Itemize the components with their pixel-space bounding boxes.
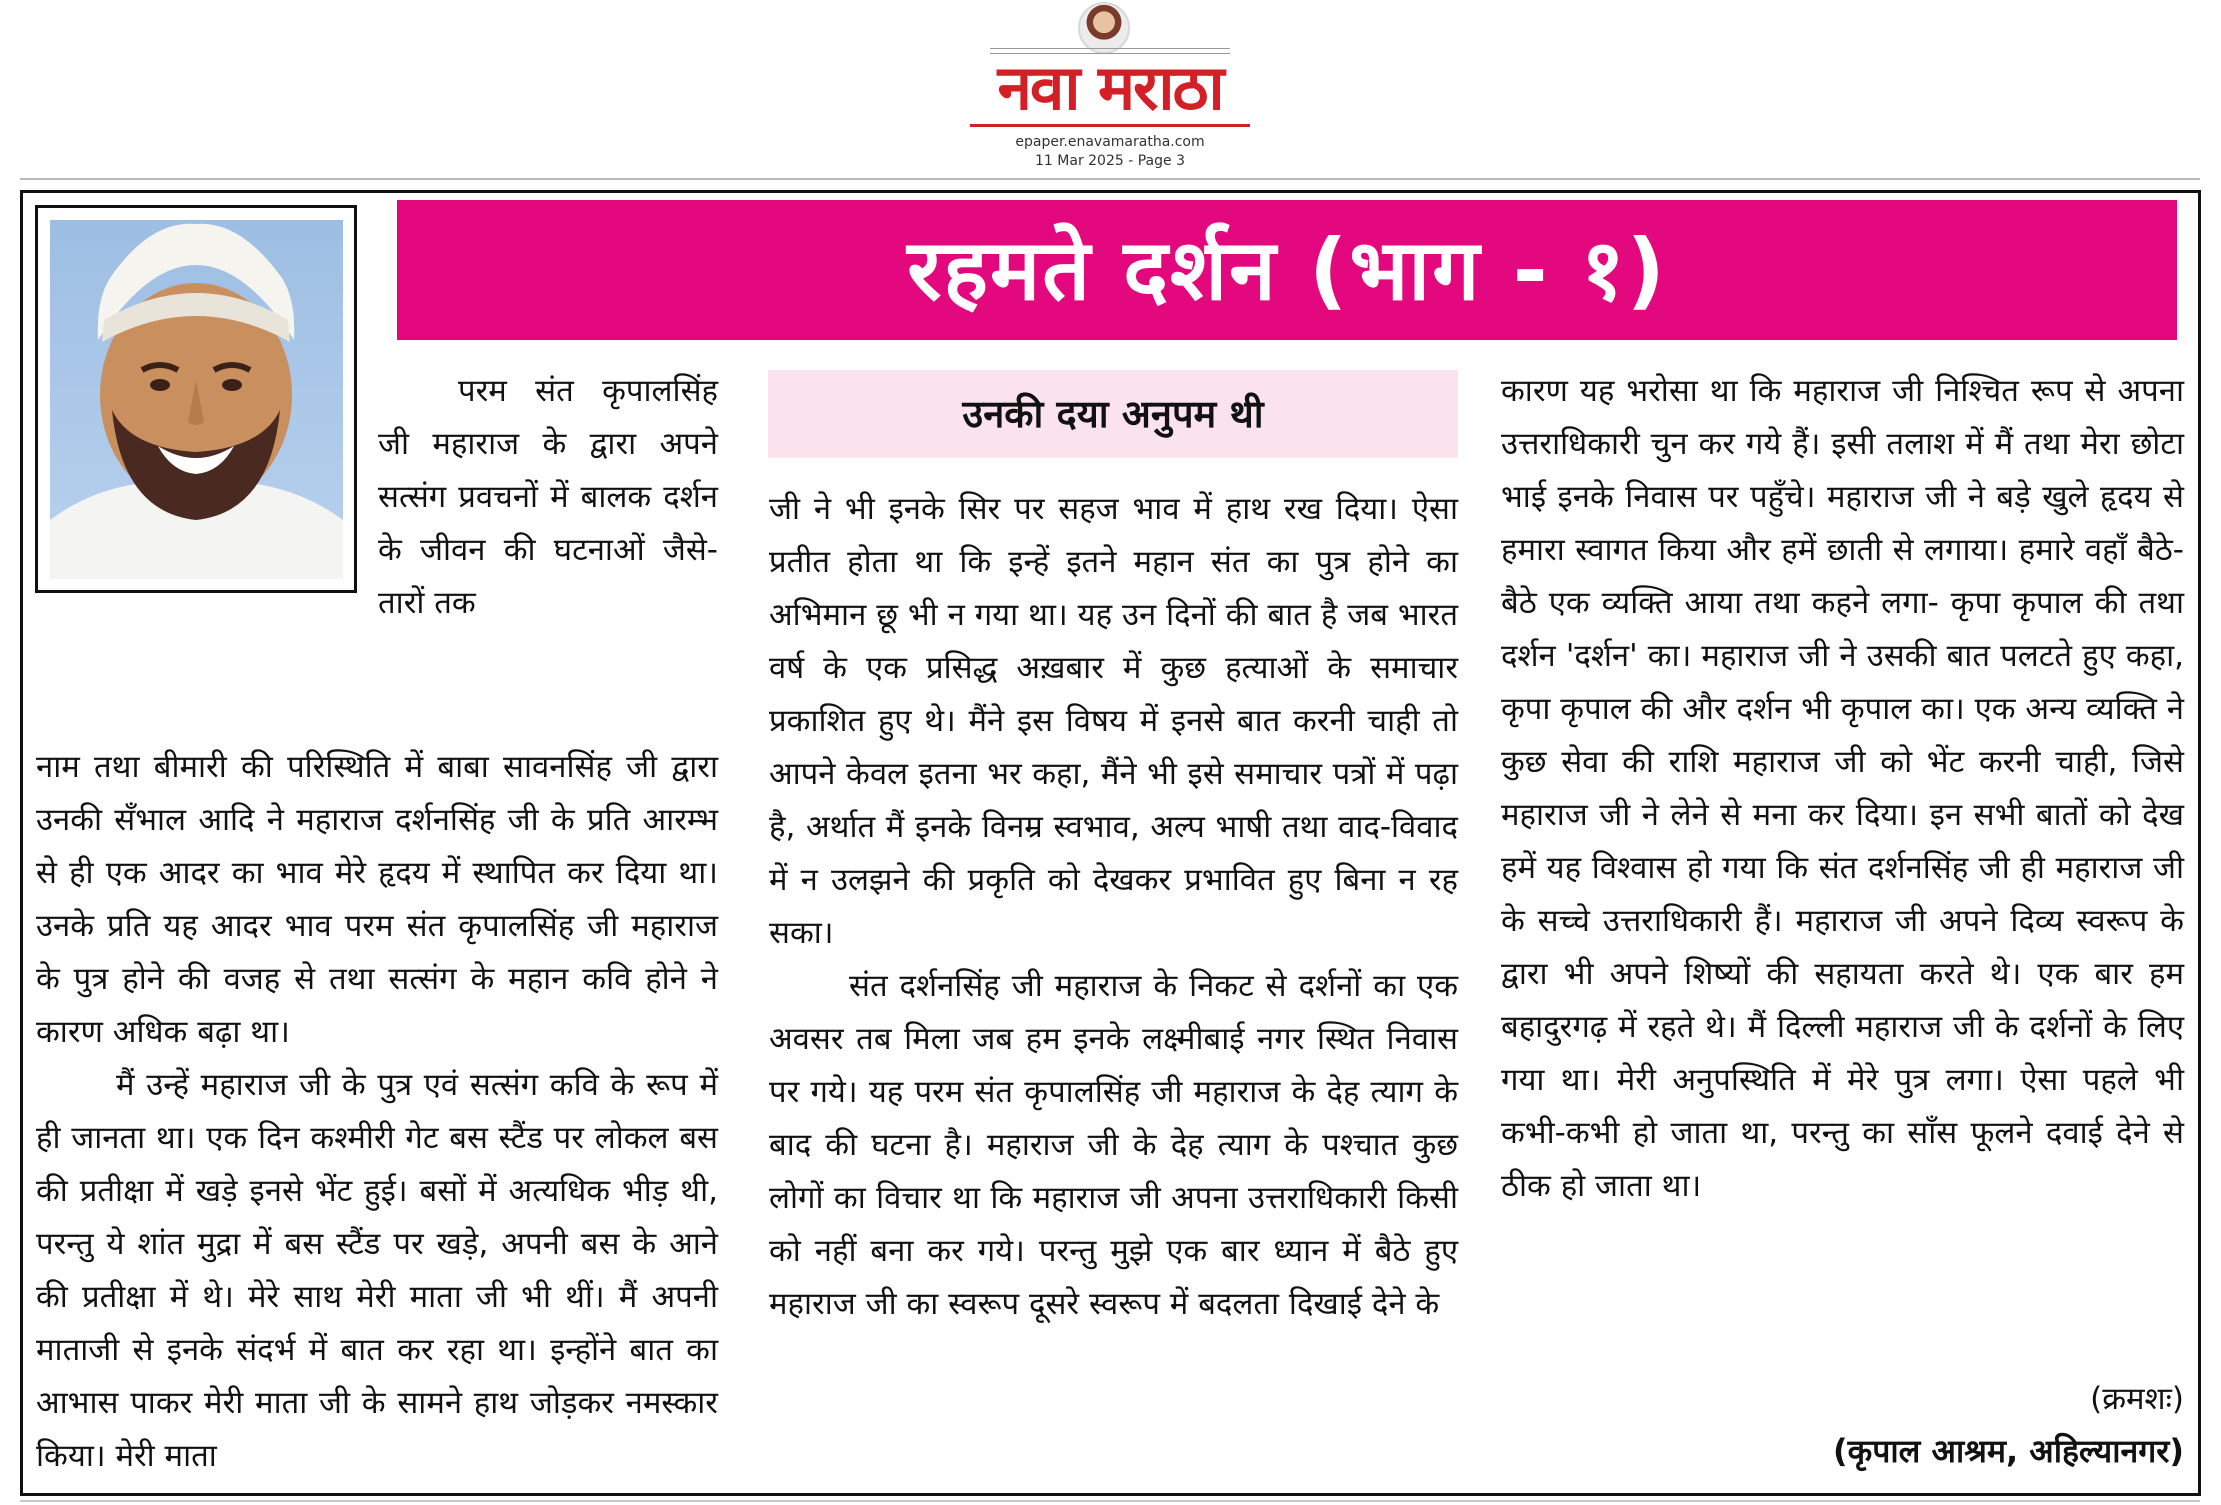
article-headline: रहमते दर्शन (भाग - १) <box>907 221 1667 319</box>
column-1-wraptext <box>378 365 718 630</box>
to-be-continued: (क्रमशः) <box>2090 1381 2184 1417</box>
masthead <box>960 0 1260 175</box>
paragraph: जी ने भी इनके सिर पर सहज भाव में हाथ रख दिया। ऐसा प्रतीत होता था कि इन्हें इतने महान संत का पुत्र होने का अभिमान छू भी न गया था। यह उन दिनों की बात है जब भारत वर्ष के एक प्रसिद्ध अख़बार में कुछ हत्याओं के समाचार प्रकाशित हुए थे। मैंने इस विषय में इनसे बात करनी चाही तो आपने केवल इतना भर कहा, मैंने भी इसे समाचार पत्रों में पढ़ा है, अर्थात मैं इनके विनम्र स्वभाव, अल्प भाषी तथा वाद-विवाद में न उलझने की प्रकृति को देखकर प्रभावित हुए बिना न रह सका। <box>769 491 1458 951</box>
logo-underline <box>970 124 1250 127</box>
paragraph-opening: परम संत कृपालसिंह जी महाराज के द्वारा अपने सत्संग प्रवचनों में बालक दर्शन के जीवन की घटनाओं जैसे- तारों तक <box>378 373 718 621</box>
article-box <box>20 190 2201 1496</box>
headline-banner <box>397 200 2177 340</box>
column-2 <box>769 483 1458 1331</box>
article-subheading: उनकी दया अनुपम थी <box>962 392 1264 436</box>
column-3 <box>1501 365 2184 1213</box>
header-divider <box>20 178 2200 180</box>
paragraph: कारण यह भरोसा था कि महाराज जी निश्चित रूप से अपना उत्तराधिकारी चुन कर गये हैं। इसी तलाश में मैं तथा मेरा छोटा भाई इनके निवास पर पहुँचे। महाराज जी ने बड़े खुले हृदय से हमारा स्वागत किया और हमें छाती से लगाया। हमारे वहाँ बैठे-बैठे एक व्यक्ति आया तथा कहने लगा- कृपा कृपाल की तथा दर्शन 'दर्शन' का। महाराज जी ने उसकी बात पलटते हुए कहा, कृपा कृपाल की और दर्शन भी कृपाल का। एक अन्य व्यक्ति ने कुछ सेवा की राशि महाराज जी को भेंट करनी चाही, जिसे महाराज जी ने लेने से मना कर दिया। इन सभी बातों को देख हमें यह विश्वास हो गया कि संत दर्शनसिंह जी ही महाराज जी के सच्चे उत्तराधिकारी हैं। महाराज जी अपने दिव्य स्वरूप के द्वारा भी अपने शिष्यों की सहायता करते थे। एक बार हम बहादुरगढ़ में रहते थे। मैं दिल्ली महाराज जी के दर्शनों के लिए गया था। मेरी अनुपस्थिति में मेरे पुत्र लगा। ऐसा पहले भी कभी-कभी हो जाता था, परन्तु का साँस फूलने दवाई देने से ठीक हो जाता था। <box>1501 373 2185 1204</box>
sant-portrait-photo <box>50 220 343 579</box>
issue-date-page: 11 Mar 2025 - Page 3 <box>1035 153 1185 169</box>
paragraph: मैं उन्हें महाराज जी के पुत्र एवं सत्संग कवि के रूप में ही जानता था। एक दिन कश्मीरी गेट बस स्टैंड पर लोकल बस की प्रतीक्षा में खड़े इनसे भेंट हुई। बसों में अत्यधिक भीड़ थी, परन्तु ये शांत मुद्रा में बस स्टैंड पर खड़े, अपनी बस के आने की प्रतीक्षा में थे। मेरे साथ मेरी माता जी भी थीं। मैं अपनी माताजी से इनके संदर्भ में बात कर रहा था। इन्होंने बात का आभास पाकर मेरी माता जी के सामने हाथ जोड़कर नमस्कार किया। मेरी माता <box>36 1067 718 1474</box>
author-byline: (कृपाल आश्रम, अहिल्यानगर) <box>1833 1432 2184 1470</box>
column-1 <box>36 741 718 1483</box>
bottom-divider <box>20 1500 2200 1502</box>
paragraph: संत दर्शनसिंह जी महाराज के निकट से दर्शनों का एक अवसर तब मिला जब हम इनके लक्ष्मीबाई नगर स्थित निवास पर गये। यह परम संत कृपालसिंह जी महाराज के देह त्याग के बाद की घटना है। महाराज जी के देह त्याग के पश्चात कुछ लोगों का विचार था कि महाराज जी अपना उत्तराधिकारी किसी को नहीं बना कर गये। परन्तु मुझे एक बार ध्यान में बैठे हुए महाराज जी का स्वरूप दूसरे स्वरूप में बदलता दिखाई देने के <box>769 968 1458 1322</box>
subheading-box <box>768 370 1458 458</box>
newspaper-logo: नवा मराठा <box>997 51 1223 124</box>
paragraph: नाम तथा बीमारी की परिस्थिति में बाबा सावनसिंह जी द्वारा उनकी सँभाल आदि ने महाराज दर्शनसिंह जी के प्रति आरम्भ से ही एक आदर का भाव मेरे हृदय में स्थापित कर दिया था। उनके प्रति यह आदर भाव परम संत कृपालसिंह जी महाराज के पुत्र होने की वजह से तथा सत्संग के महान कवि होने ने कारण अधिक बढ़ा था। <box>36 749 718 1050</box>
author-photo-frame <box>35 205 357 593</box>
epaper-url[interactable]: epaper.enavamaratha.com <box>1015 134 1205 150</box>
